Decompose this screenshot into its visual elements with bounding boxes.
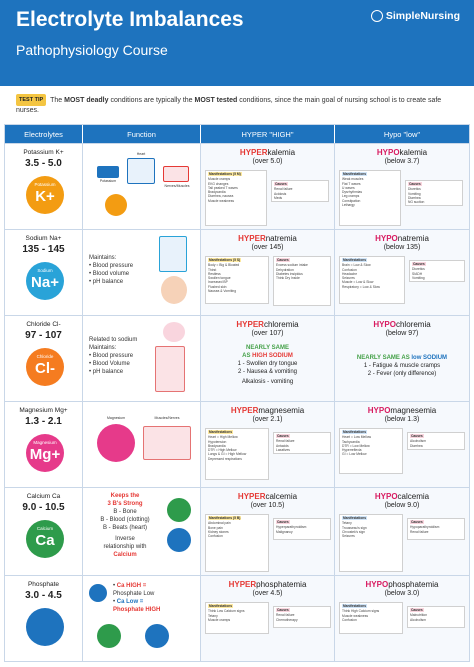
function-note: Calcium	[113, 552, 137, 558]
electrolyte-cell	[5, 144, 83, 229]
hypo-condition	[335, 320, 469, 329]
card-line: Diarrhea	[408, 195, 421, 200]
card-line: Confusion	[342, 617, 357, 622]
card-line: Hypoparathyroidism	[410, 525, 440, 530]
hypo-threshold: (below 3.7)	[384, 158, 420, 165]
electrolyte-cell	[5, 230, 83, 315]
function-cell	[83, 402, 201, 487]
card-line: Diuretics	[408, 187, 421, 192]
hypo-root: chloremia	[395, 320, 431, 329]
electrolyte-name: Sodium Na+	[25, 235, 62, 242]
electrolyte-name: Chloride Cl-	[26, 321, 61, 328]
circle-symbol: Na+	[31, 274, 59, 291]
function-item: • Blood pressure	[89, 353, 134, 359]
card-line: Flat T waves	[342, 181, 361, 186]
hyper-condition	[201, 148, 334, 157]
card-line: DTR = High Mellow	[208, 448, 237, 453]
electrolyte-range: 97 - 107	[25, 330, 62, 341]
hyper-prefix: HYPER	[239, 148, 268, 157]
note-prefix: NEARLY SAME AS	[356, 355, 412, 361]
function-subtitle: Maintains:	[89, 345, 117, 351]
heart-icon	[127, 158, 155, 184]
electrolyte-circle	[26, 262, 64, 300]
electrolyte-cell	[5, 488, 83, 575]
electrolyte-table	[4, 124, 470, 662]
function-text	[89, 336, 137, 376]
electrolyte-name: Calcium Ca	[26, 493, 61, 500]
function-cell	[83, 230, 201, 315]
card-line: NG suction	[408, 200, 425, 205]
hypo-note	[335, 354, 469, 378]
hypo-condition	[335, 580, 469, 589]
circle-label: Potassium	[34, 182, 56, 187]
hypo-prefix: HYPO	[373, 320, 396, 329]
hypo-prefix: HYPO	[376, 148, 400, 157]
card-title: Manifestations (5 S)	[209, 258, 241, 262]
table-row-phosphate	[5, 575, 469, 661]
hyper-condition	[201, 492, 334, 501]
hypo-cell	[335, 230, 469, 315]
card-title: Manifestations	[343, 430, 367, 434]
function-label: Heart	[136, 152, 146, 156]
card-line: Muscle weakness	[342, 613, 369, 618]
card-line: Bradycardia	[208, 443, 226, 448]
card-line: Diabetes insipidus	[276, 271, 303, 276]
note-high: HIGH SODIUM	[252, 353, 293, 359]
table-row-sodium	[5, 229, 469, 315]
card-line: Weak muscles	[342, 177, 364, 182]
hyper-cell	[201, 230, 335, 315]
circle-symbol: Mg+	[29, 446, 61, 463]
function-item: • pH balance	[89, 369, 124, 375]
card-line: Constipation	[342, 198, 361, 203]
heart-icon	[163, 322, 185, 342]
card-line: Headache	[342, 271, 358, 276]
function-note: Inverse	[115, 536, 135, 542]
function-note: relationship with	[103, 544, 147, 550]
card-line: Renal failure	[410, 529, 429, 534]
card-line: Bradycardia	[208, 190, 226, 195]
electrolyte-name: Potassium K+	[23, 149, 64, 156]
circle-label: Calcium	[36, 526, 54, 531]
circle-symbol: Cl-	[35, 360, 55, 377]
potassium-small-circle	[105, 194, 127, 216]
electrolyte-range: 9.0 - 10.5	[22, 502, 65, 513]
card-line: Malnutrition	[410, 613, 428, 618]
brand-logo	[371, 10, 460, 22]
column-header-function: Function	[83, 125, 201, 143]
card-line: Heart = High Mellow	[208, 435, 238, 440]
function-label: Nerves/Muscles	[164, 184, 190, 188]
card-line: Heart = Low Mellow	[342, 435, 372, 440]
nerves-muscles-icon	[163, 166, 189, 182]
hyper-prefix: HYPER	[237, 492, 266, 501]
hyper-root: calcemia	[265, 492, 298, 501]
card-title: Manifestations	[343, 516, 367, 520]
card-line: Bone pain	[208, 525, 223, 530]
hyper-condition	[201, 234, 334, 243]
card-line: Renal failure	[276, 439, 295, 444]
table-row-magnesium	[5, 401, 469, 487]
function-cell	[83, 488, 201, 575]
hypo-prefix: HYPO	[375, 234, 398, 243]
card-title: Causes	[275, 182, 287, 186]
card-line: DTR = Low Mellow	[342, 443, 370, 448]
card-line: Lungs & GI = High Mellow	[208, 452, 247, 457]
circle-symbol: Ca	[35, 532, 55, 549]
tip-bold-2: MOST tested	[194, 97, 238, 104]
causes-card	[407, 518, 465, 540]
table-row-potassium	[5, 143, 469, 229]
hyper-threshold: (over 107)	[251, 330, 284, 337]
electrolyte-circle	[26, 520, 64, 558]
hyper-prefix: HYPER	[230, 406, 259, 415]
function-line: Phosphate Low	[113, 591, 155, 597]
table-row-chloride	[5, 315, 469, 401]
card-line: Muscle cramps	[208, 177, 231, 182]
note-line: 1 - Swollen dry tongue	[237, 361, 298, 367]
card-line: Thirst	[208, 267, 217, 272]
hyper-prefix: HYPER	[238, 234, 266, 243]
card-line: Seizures	[342, 534, 355, 539]
hypo-threshold: (below 1.3)	[384, 416, 420, 423]
card-line: U waves	[342, 185, 355, 190]
function-label: Magnesium	[106, 416, 126, 420]
hypo-cell	[335, 316, 469, 401]
card-line: Muscle cramps	[208, 617, 231, 622]
function-cell	[83, 144, 201, 229]
card-line: Restless	[208, 271, 221, 276]
card-line: Brain = Low & Slow	[342, 263, 371, 268]
card-line: Tachycardia	[342, 439, 360, 444]
causes-card	[409, 260, 465, 282]
manifestations-card	[205, 514, 269, 572]
hyper-threshold: (over 2.1)	[252, 416, 283, 423]
test-tip	[16, 94, 462, 116]
hypo-threshold: (below 97)	[385, 330, 419, 337]
calcium-icon	[97, 624, 121, 648]
card-line: Renal failure	[274, 187, 293, 192]
brand-name: SimpleNursing	[385, 10, 460, 22]
tip-bold-1: MOST deadly	[64, 97, 109, 104]
card-line: SIADH	[412, 271, 423, 276]
function-item: • Blood Volume	[89, 361, 130, 367]
function-item: B - Beats (heart)	[102, 525, 147, 531]
causes-card	[273, 606, 331, 628]
electrolyte-circle	[26, 176, 64, 214]
card-title: Causes	[277, 434, 289, 438]
hypo-prefix: HYPO	[374, 492, 398, 501]
potassium-icon	[97, 166, 119, 178]
card-title: Manifestations (5 M)	[209, 172, 241, 176]
card-title: Manifestations	[343, 172, 367, 176]
hyper-cell	[201, 144, 335, 229]
hypo-condition	[335, 406, 469, 415]
hypo-prefix: HYPO	[365, 580, 389, 589]
page-subtitle: Pathophysiology Course	[16, 42, 168, 58]
circle-label: Chloride	[36, 354, 54, 359]
card-line: Chemotherapy	[276, 617, 298, 622]
card-line: Muscle weakness	[208, 198, 235, 203]
card-line: Confusion	[342, 267, 357, 272]
card-line: Abdominal pain	[208, 521, 231, 526]
card-line: Think Dry Inside	[276, 276, 300, 281]
card-line: Excess sodium intake	[276, 263, 308, 268]
hyper-condition	[201, 320, 334, 329]
hyper-cell	[201, 576, 335, 661]
card-title: Causes	[413, 262, 425, 266]
function-title: Related to sodium	[89, 337, 138, 343]
electrolyte-circle	[26, 348, 64, 386]
causes-card	[407, 432, 465, 450]
card-line: Body = Big & Bloated	[208, 263, 240, 268]
causes-card	[271, 180, 329, 202]
hypo-condition	[335, 148, 469, 157]
hyper-cell	[201, 402, 335, 487]
card-line: Antacids	[276, 443, 289, 448]
sodium-shaker-icon	[159, 236, 187, 272]
hypo-root: magnesemia	[390, 406, 437, 415]
card-title: Causes	[277, 608, 289, 612]
note-line: 2 - Fever (only difference)	[367, 371, 437, 377]
card-line: Hyperreflexia	[342, 448, 362, 453]
hyper-threshold: (over 5.0)	[252, 158, 283, 165]
hypo-root: natremia	[397, 234, 429, 243]
card-line: Depressed respirations	[208, 456, 242, 461]
note-line: 2 - Nausea & vomiting	[237, 369, 298, 375]
card-line: Vomiting	[412, 275, 425, 280]
card-line: Laxatives	[276, 447, 290, 452]
card-line: Vomiting	[408, 191, 421, 196]
card-line: Chvostek's sign	[342, 529, 365, 534]
note-extra: Alkalosis - vomiting	[241, 379, 294, 385]
card-title: Causes	[409, 182, 421, 186]
person-icon	[161, 276, 187, 304]
card-line: Alcoholism	[410, 617, 426, 622]
hyper-prefix: HYPER	[236, 320, 264, 329]
hypo-threshold: (below 135)	[383, 244, 421, 251]
electrolyte-range: 135 - 145	[22, 244, 65, 255]
electrolyte-range: 3.0 - 4.5	[25, 590, 62, 601]
manifestations-card	[339, 428, 403, 474]
body-icon	[155, 346, 185, 392]
electrolyte-range: 3.5 - 5.0	[25, 158, 62, 169]
card-line: Confusion	[208, 534, 223, 539]
brand-icon	[371, 10, 383, 22]
card-line: Flushed skin	[208, 284, 227, 289]
column-header-hypo: Hypo "low"	[335, 125, 469, 143]
card-line: Swollen tongue	[208, 276, 231, 281]
function-label: Potassium	[99, 179, 117, 183]
card-line: Think High Calcium signs	[342, 609, 380, 614]
causes-card	[273, 518, 331, 540]
card-line: Meds	[274, 195, 283, 200]
hypo-root: phosphatemia	[388, 580, 439, 589]
card-line: Tetany	[208, 613, 218, 618]
card-line: Renal failure	[276, 613, 295, 618]
hyper-threshold: (over 4.5)	[252, 590, 283, 597]
card-line: Diarrhea, nausea	[208, 194, 234, 199]
table-row-calcium	[5, 487, 469, 575]
hypo-prefix: HYPO	[367, 406, 391, 415]
card-line: Leg cramps	[342, 194, 360, 199]
circle-symbol: K+	[35, 188, 55, 205]
electrolyte-range: 1.3 - 2.1	[25, 416, 62, 427]
card-title: Manifestations	[209, 604, 233, 608]
manifestations-card	[339, 170, 401, 226]
card-title: Manifestations (5 B)	[209, 516, 241, 520]
manifestations-card	[339, 514, 403, 572]
card-title: Causes	[411, 608, 423, 612]
function-text	[113, 582, 160, 614]
phosphate-icon	[167, 528, 191, 552]
card-line: Diuretics	[412, 267, 425, 272]
hyper-root: chloremia	[263, 320, 299, 329]
function-item: • pH balance	[89, 279, 124, 285]
electrolyte-circle	[26, 434, 64, 472]
causes-card	[273, 256, 331, 306]
hyper-prefix: HYPER	[228, 580, 257, 589]
hyper-note	[201, 344, 334, 386]
circle-label: Magnesium	[33, 440, 57, 445]
hyper-condition	[201, 406, 334, 415]
card-title: Causes	[277, 520, 289, 524]
card-line: Kidney stones	[208, 529, 229, 534]
function-item: B - Blood (clotting)	[100, 517, 150, 523]
card-line: Seizures	[342, 276, 355, 281]
card-line: Hyperparathyroidism	[276, 525, 307, 530]
function-title: Maintains:	[89, 255, 117, 261]
function-cell	[83, 576, 201, 661]
electrolyte-circle	[26, 608, 64, 646]
magnesium-icon	[97, 424, 135, 462]
card-line: Diarrhea	[410, 443, 423, 448]
card-title: Manifestations	[343, 604, 367, 608]
manifestations-card	[339, 256, 405, 304]
card-line: Respiratory = Low & Slow	[342, 284, 380, 289]
phosphate-icon	[145, 624, 169, 648]
function-text	[89, 492, 161, 559]
card-line: Think Low Calcium signs	[208, 609, 245, 614]
electrolyte-cell	[5, 576, 83, 661]
electrolyte-cell	[5, 316, 83, 401]
card-line: Increased BP	[208, 280, 228, 285]
note-low: low SODIUM	[411, 355, 448, 361]
circle-label: Sodium	[37, 268, 53, 273]
manifestations-card	[205, 602, 269, 634]
hypo-threshold: (below 3.0)	[384, 590, 420, 597]
manifestations-card	[339, 602, 403, 634]
note-prefix: AS	[242, 353, 253, 359]
card-title: Causes	[411, 434, 423, 438]
hypo-threshold: (below 9.0)	[384, 502, 420, 509]
page-title: Electrolyte Imbalances	[16, 8, 244, 31]
hypo-root: calcemia	[397, 492, 430, 501]
card-line: EKG changes	[208, 181, 229, 186]
hyper-condition	[201, 580, 334, 589]
manifestations-card	[205, 256, 269, 304]
manifestations-card	[205, 170, 267, 226]
hypo-cell	[335, 488, 469, 575]
card-line: Muscle = Low & Slow	[342, 280, 374, 285]
function-label: Muscles/Nerves	[154, 416, 180, 420]
hyper-cell	[201, 488, 335, 575]
column-header-electrolytes: Electrolytes	[5, 125, 83, 143]
tip-text-post: conditions, since the main goal of nursing school is to create safe nurses.	[16, 97, 442, 114]
card-line: Trousseau's sign	[342, 525, 367, 530]
note-title: NEARLY SAME	[245, 345, 289, 351]
card-line: Dehydration	[276, 267, 294, 272]
calcium-icon	[167, 498, 191, 522]
function-item: B - Bone	[113, 509, 137, 515]
card-title: Manifestations	[209, 430, 233, 434]
causes-card	[273, 432, 331, 454]
hyper-root: phosphatemia	[256, 580, 307, 589]
hyper-threshold: (over 10.5)	[250, 502, 285, 509]
tip-text-pre: The	[50, 97, 65, 104]
hypo-condition	[335, 234, 469, 243]
hypo-cell	[335, 402, 469, 487]
hypo-condition	[335, 492, 469, 501]
card-title: Manifestations	[343, 258, 367, 262]
electrolyte-name: Magnesium Mg+	[19, 407, 68, 414]
test-tip-badge: TEST TIP	[16, 94, 46, 106]
phosphate-icon	[89, 584, 107, 602]
card-title: Causes	[277, 258, 289, 262]
hyper-root: kalemia	[267, 148, 296, 157]
function-item: • Blood pressure	[89, 263, 134, 269]
function-title: Keeps the	[110, 493, 140, 499]
card-line: Nausea & Vomiting	[208, 289, 237, 294]
hypo-cell	[335, 576, 469, 661]
card-line: Dysrhythmias	[342, 190, 362, 195]
manifestations-card	[205, 428, 269, 480]
card-line: Acidosis	[274, 191, 287, 196]
electrolyte-cell	[5, 402, 83, 487]
note-line: 1 - Fatigue & muscle cramps	[363, 363, 441, 369]
function-line: • Ca Low =	[113, 599, 144, 605]
card-line: Lethargy	[342, 203, 355, 208]
card-line: Tall peaked T waves	[208, 185, 238, 190]
causes-card	[407, 606, 465, 628]
function-line: • Ca HIGH =	[113, 583, 147, 589]
column-header-hyper: HYPER "HIGH"	[201, 125, 335, 143]
function-cell	[83, 316, 201, 401]
function-line: Phosphate HIGH	[113, 607, 161, 613]
muscle-icon	[143, 426, 191, 460]
hyper-root: magnesemia	[258, 406, 305, 415]
electrolyte-name: Phosphate	[27, 581, 60, 588]
hypo-root: kalemia	[399, 148, 428, 157]
card-line: GI = Low Mellow	[342, 452, 367, 457]
function-text	[89, 254, 133, 286]
card-line: Tetany	[342, 521, 352, 526]
hypo-cell	[335, 144, 469, 229]
hyper-cell	[201, 316, 335, 401]
tip-text-mid: conditions are typically the	[108, 97, 195, 104]
card-title: Causes	[411, 520, 423, 524]
card-line: Hypotension	[208, 439, 227, 444]
function-subtitle: 3 B's Strong	[107, 501, 143, 507]
card-line: Alcoholism	[410, 439, 426, 444]
page-header	[0, 0, 474, 86]
function-item: • Blood volume	[89, 271, 130, 277]
card-line: Malignancy	[276, 529, 293, 534]
causes-card	[405, 180, 463, 206]
hyper-root: natremia	[265, 234, 297, 243]
hyper-threshold: (over 145)	[251, 244, 284, 251]
